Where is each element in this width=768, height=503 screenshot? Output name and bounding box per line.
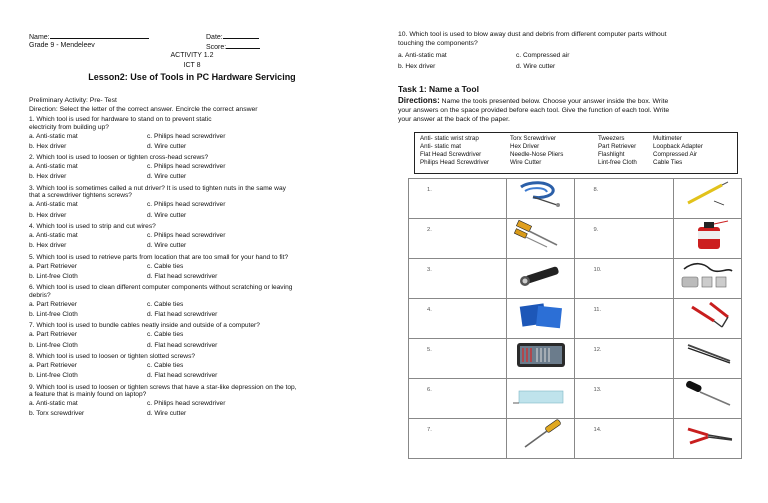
- tool-answer-cell[interactable]: 13.: [575, 379, 673, 419]
- tool-grid-row: [409, 419, 742, 459]
- q10-option-d[interactable]: d. Wire cutter: [516, 63, 556, 70]
- date-line: [206, 32, 259, 42]
- tool-answer-cell[interactable]: 12.: [575, 339, 673, 379]
- q1-option-a[interactable]: a. Anti-static mat: [29, 132, 78, 140]
- question-7: [29, 322, 374, 330]
- question-line: 4. Which tool is used to strip and cut wires?: [29, 223, 156, 230]
- score-line: [206, 42, 260, 52]
- q10-option-b[interactable]: b. Hex driver: [398, 63, 436, 70]
- choice-item: Hex Driver: [510, 143, 540, 150]
- choice-item: Anti- static mat: [420, 143, 461, 150]
- tool-answer-cell[interactable]: 7.: [409, 419, 507, 459]
- q7-option-d[interactable]: d. Flat head screwdriver: [147, 341, 218, 349]
- tool-answer-cell[interactable]: 10.: [575, 259, 673, 299]
- q8-option-b[interactable]: b. Lint-free Cloth: [29, 372, 78, 380]
- q4-option-a[interactable]: a. Anti-static mat: [29, 232, 78, 239]
- date-blank[interactable]: [223, 32, 259, 39]
- task1-title: Task 1: Name a Tool: [398, 84, 479, 94]
- pen-probe-image: [673, 179, 741, 219]
- direction-text-rest: Name the tools presented below. Choose your answer inside the box. Write: [439, 98, 669, 105]
- question-line: 8. Which tool is used to loosen or tighten slotted screws?: [29, 353, 196, 360]
- q9-option-a[interactable]: a. Anti-static mat: [29, 400, 78, 408]
- q10-option-a[interactable]: a. Anti-static mat: [398, 52, 447, 59]
- question-6: [29, 284, 374, 299]
- question-line: 9. Which tool is used to loosen or tighten screws that have a star-like depression on the top,: [29, 383, 297, 391]
- choice-item: Needle-Nose Pliers: [510, 151, 564, 158]
- choice-item: Cable Ties: [653, 159, 683, 166]
- question-4: [29, 223, 374, 231]
- q3-option-d[interactable]: d. Wire cutter: [147, 211, 187, 219]
- question-line: 3. Which tool is sometimes called a nut driver? It is used to tighten nuts in the same way: [29, 184, 286, 192]
- q1-option-d[interactable]: d. Wire cutter: [147, 142, 187, 150]
- choice-item: Tweezers: [598, 135, 625, 142]
- q5-option-c[interactable]: c. Cable ties: [147, 262, 184, 270]
- question-line: 2. Which tool is used to loosen or tighten cross-head screws?: [29, 154, 209, 162]
- question-line: 6. Which tool is used to clean different computer components without scratching or leaving: [29, 284, 293, 292]
- task1-direction-line: your answers on the space provided before each tool. Give the function of each tool. Write: [398, 107, 670, 114]
- pretest-title: Preliminary Activity: Pre- Test: [29, 97, 117, 104]
- choice-item: Loopback Adapter: [653, 143, 703, 150]
- date-label: Date:: [206, 34, 223, 41]
- lint-free-cloth-image: [507, 379, 575, 419]
- choice-item: Multimeter: [653, 135, 682, 142]
- tweezers-image: [673, 339, 741, 379]
- question-8: [29, 353, 374, 361]
- flat-screwdriver-image: [507, 419, 575, 459]
- q1-option-c[interactable]: c. Philips head screwdriver: [147, 132, 226, 140]
- tool-grid-row: [409, 299, 742, 339]
- name-line: [29, 32, 149, 42]
- choice-item: Flashlight: [598, 151, 625, 158]
- q3-option-a[interactable]: a. Anti-static mat: [29, 201, 78, 209]
- tool-answer-cell[interactable]: 9.: [575, 219, 673, 259]
- question-3: [29, 185, 374, 200]
- tool-answer-cell[interactable]: 6.: [409, 379, 507, 419]
- tool-answer-cell[interactable]: 14.: [575, 419, 673, 459]
- q6-option-d[interactable]: d. Flat head screwdriver: [147, 311, 218, 318]
- q9-option-b[interactable]: b. Torx screwdriver: [29, 410, 85, 418]
- q7-option-a[interactable]: a. Part Retriever: [29, 331, 78, 339]
- q8-option-a[interactable]: a. Part Retriever: [29, 362, 78, 369]
- torx-screwdriver-image: [673, 379, 741, 419]
- tool-answer-cell[interactable]: 2.: [409, 219, 507, 259]
- q10-option-c[interactable]: c. Compressed air: [516, 52, 570, 59]
- q2-option-d[interactable]: d. Wire cutter: [147, 173, 187, 181]
- q2-option-c[interactable]: c. Philips head screwdriver: [147, 163, 226, 171]
- tool-grid-row: [409, 179, 742, 219]
- tool-answer-cell[interactable]: 1.: [409, 179, 507, 219]
- tool-answer-cell[interactable]: 3.: [409, 259, 507, 299]
- compressed-air-can-image: [673, 219, 741, 259]
- tool-grid-row: [409, 339, 742, 379]
- q5-option-a[interactable]: a. Part Retriever: [29, 262, 78, 270]
- score-label: Score:: [206, 44, 227, 51]
- q7-option-b[interactable]: b. Lint-free Cloth: [29, 341, 78, 349]
- choice-item: Anti- static wrist strap: [420, 135, 479, 142]
- question-5: [29, 254, 374, 262]
- question-1: [29, 116, 374, 131]
- choice-item: Philips Head Screwdriver: [420, 159, 490, 166]
- q3-option-b[interactable]: b. Hex driver: [29, 211, 67, 219]
- choice-item: Flat Head Screwdriver: [420, 151, 482, 158]
- tool-answer-cell[interactable]: 4.: [409, 299, 507, 339]
- task1-direction-line: your answer at the back of the paper.: [398, 116, 510, 123]
- question-10-line: touching the components?: [398, 40, 478, 47]
- q2-option-a[interactable]: a. Anti-static mat: [29, 163, 78, 171]
- name-blank[interactable]: [50, 32, 149, 39]
- question-line: debris?: [29, 291, 51, 299]
- q6-option-a[interactable]: a. Part Retriever: [29, 300, 78, 308]
- q5-option-b[interactable]: b. Lint-free Cloth: [29, 272, 78, 280]
- q4-option-c[interactable]: c. Philips head screwdriver: [147, 232, 226, 239]
- q1-option-b[interactable]: b. Hex driver: [29, 142, 67, 150]
- loopback-adapter-image: [673, 259, 741, 299]
- q7-option-c[interactable]: c. Cable ties: [147, 331, 184, 339]
- grade-section: Grade 9 - Mendeleev: [29, 42, 95, 49]
- choice-item: Part Retriever: [598, 143, 637, 150]
- anti-static-mat-image: [507, 299, 575, 339]
- q4-option-b[interactable]: b. Hex driver: [29, 242, 67, 250]
- answer-choices-box: [414, 132, 738, 174]
- choice-item: Wire Cutter: [510, 159, 542, 166]
- name-label: Name:: [29, 34, 50, 41]
- subject-label: ICT 8: [183, 62, 201, 69]
- q6-option-c[interactable]: c. Cable ties: [147, 300, 184, 308]
- q6-option-b[interactable]: b. Lint-free Cloth: [29, 311, 78, 318]
- question-line: 7. Which tool is used to bundle cables neatly inside and outside of a computer?: [29, 322, 260, 330]
- tool-answer-cell[interactable]: 11.: [575, 299, 673, 339]
- question-2: [29, 154, 374, 162]
- q9-option-d[interactable]: d. Wire cutter: [147, 410, 187, 418]
- q4-option-d[interactable]: d. Wire cutter: [147, 242, 187, 250]
- task1-directions: [398, 96, 754, 124]
- toolkit-case-image: [507, 339, 575, 379]
- tool-grid-row: [409, 219, 742, 259]
- flashlight-image: [507, 259, 575, 299]
- wire-cutter-image: [673, 299, 741, 339]
- q8-option-c[interactable]: c. Cable ties: [147, 362, 184, 369]
- question-line: a feature that is mainly found on laptop?: [29, 391, 147, 399]
- tool-answer-cell[interactable]: 5.: [409, 339, 507, 379]
- tool-grid: [408, 178, 742, 459]
- question-line: that a screwdriver tightens screws?: [29, 192, 132, 200]
- q5-option-d[interactable]: d. Flat head screwdriver: [147, 272, 218, 280]
- q8-option-d[interactable]: d. Flat head screwdriver: [147, 372, 218, 380]
- needle-nose-pliers-image: [673, 419, 741, 459]
- pretest-direction: Direction: Select the letter of the correct answer. Encircle the correct answer: [29, 106, 258, 113]
- lesson-title: Lesson2: Use of Tools in PC Hardware Servicing: [88, 72, 296, 82]
- screwdriver-set-image: [507, 219, 575, 259]
- question-line: 1. Which tool is used for hardware to stand on to prevent static: [29, 116, 212, 123]
- q9-option-c[interactable]: c. Philips head screwdriver: [147, 400, 226, 408]
- question-line: electricity from building up?: [29, 123, 109, 131]
- wrist-strap-image: [507, 179, 575, 219]
- score-blank[interactable]: [226, 42, 260, 49]
- tool-answer-cell[interactable]: 8.: [575, 179, 673, 219]
- activity-label: ACTIVITY 1.2: [170, 52, 214, 59]
- question-10: [398, 30, 754, 48]
- question-line: 5. Which tool is used to retrieve parts from location that are too small for your hand to fit?: [29, 253, 289, 261]
- question-9: [29, 384, 374, 399]
- tool-grid-row: [409, 259, 742, 299]
- task1-direction-line: Directions: Name the tools presented below. Choose your answer inside the box. Write: [398, 96, 669, 105]
- right-page: [384, 0, 768, 503]
- question-10-line: 10. Which tool is used to blow away dust and debris from different computer parts without: [398, 31, 667, 38]
- choice-item: Lint-free Cloth: [598, 159, 637, 166]
- choice-item: Compressed Air: [653, 151, 698, 158]
- q2-option-b[interactable]: b. Hex driver: [29, 173, 67, 181]
- q3-option-c[interactable]: c. Philips head screwdriver: [147, 201, 226, 209]
- choice-item: Torx Screwdriver: [510, 135, 557, 142]
- tool-grid-row: [409, 379, 742, 419]
